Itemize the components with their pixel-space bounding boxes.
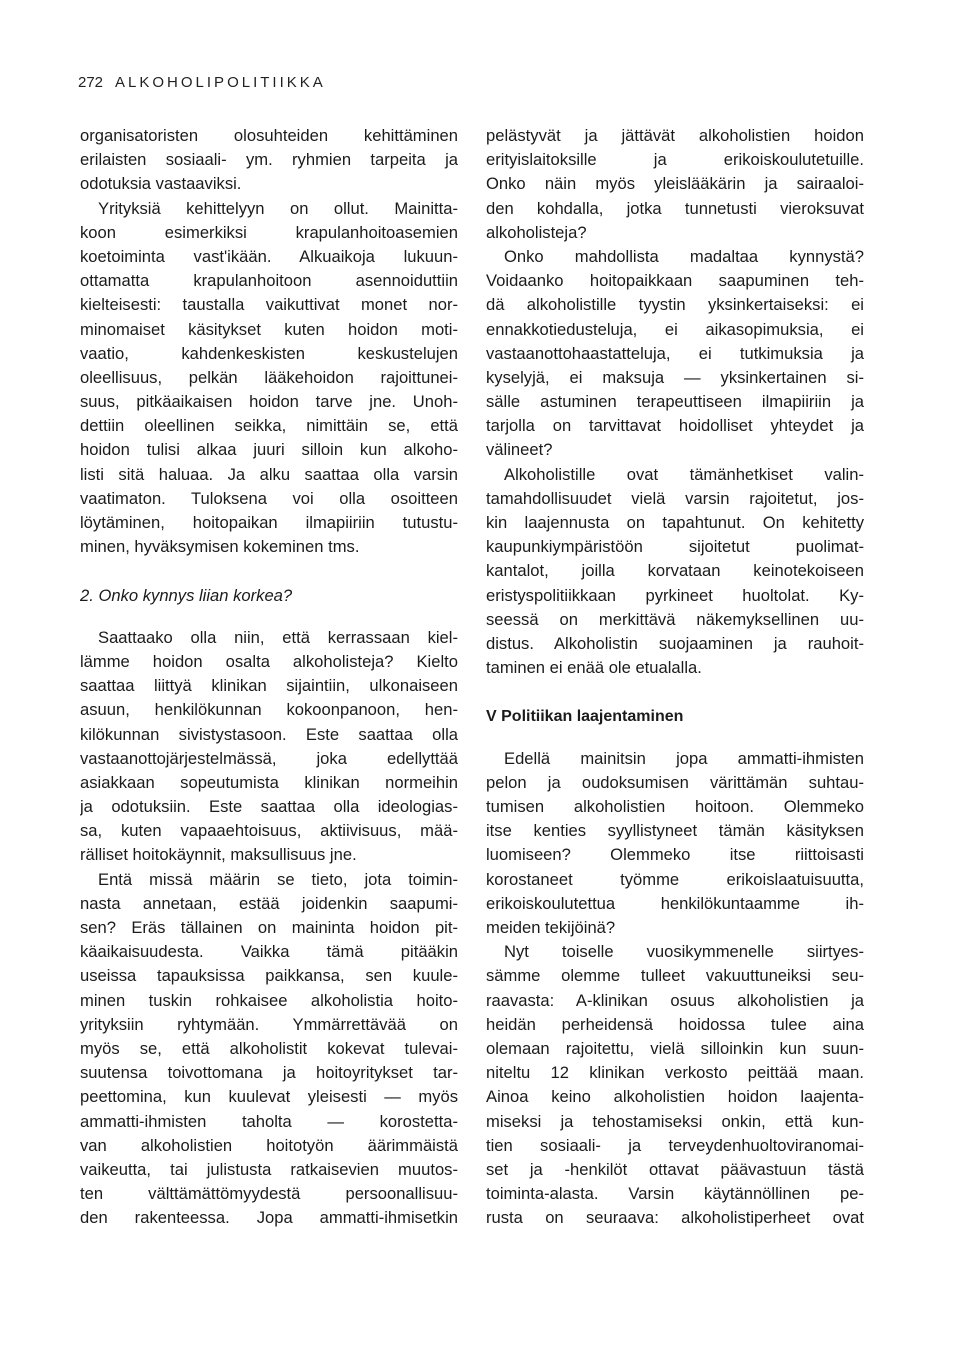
text-line: sa, kuten vapaaehtoisuus, aktiivisuus, mää- xyxy=(80,821,458,841)
text-line: vaikeutta, tai julistusta ratkaisevien muutos- xyxy=(80,1159,458,1179)
paragraph-gap xyxy=(80,608,458,626)
text-line: ennakkotiedusteluja, ei aikasopimuksia, ei xyxy=(486,319,864,339)
left-column xyxy=(80,124,458,1230)
text-line: kaupunkiympäristöön sijoitetut puolimat- xyxy=(486,537,864,557)
subsection-heading: 2. Onko kynnys liian korkea? xyxy=(80,585,293,605)
text-line: luomiseen? Olemmeko itse riittoisasti xyxy=(486,845,864,865)
text-line: Edellä mainitsin jopa ammatti-ihmisten xyxy=(504,748,864,768)
text-line: yrityksiin ryhtymään. Ymmärrettävää on xyxy=(80,1014,458,1034)
text-line: tien sosiaali- ja terveydenhuoltoviranomai- xyxy=(486,1135,864,1155)
text-line: vastaanottohaastatteluja, ei tutkimuksia ja xyxy=(486,343,864,363)
text-line: vastaanottojärjestelmässä, joka edellyttää xyxy=(80,748,458,768)
text-line: peettomina, kun kuulevat yleisesti — myös xyxy=(80,1087,458,1107)
text-line: kilökunnan sivistystasoon. Este saattaa olla xyxy=(80,724,458,744)
text-line: Onko näin myös yleislääkärin ja sairaaloi- xyxy=(486,174,864,194)
text-line: vaatio, kahdenkeskisten keskustelujen xyxy=(80,343,458,363)
text-line: myös se, että alkoholistit kokevat tulevai- xyxy=(80,1038,458,1058)
text-line: erilaisten sosiaali- ym. ryhmien tarpeita ja xyxy=(80,150,458,170)
text-line: erityislaitoksille ja erikoiskoulutetuille. xyxy=(486,150,864,170)
text-line: set ja -henkilöt ottavat päävastuun tästä xyxy=(486,1159,864,1179)
running-header xyxy=(78,74,326,91)
text-line: hoidon tulisi alkaa juuri silloin kun alkoho- xyxy=(80,440,458,460)
text-line: seessä on merkittävä näkemyksellinen uu- xyxy=(486,609,864,629)
text-line: kantalot, joilla korvataan keinotekoiseen xyxy=(486,561,864,581)
text-line: Nyt toiselle vuosikymmenelle siirtyes- xyxy=(504,942,864,962)
text-line: ammatti-ihmisten taholta — korostetta- xyxy=(80,1111,458,1131)
text-line: erikoiskoulutettua henkilökuntaamme ih- xyxy=(486,893,864,913)
text-line: sen? Eräs tällainen on maininta hoidon pit- xyxy=(80,918,458,937)
text-line: sälle astuminen terapeuttiseen ilmapiiriin ja xyxy=(486,392,864,412)
text-line: kyselyjä, ei maksuja — yksinkertainen si- xyxy=(486,367,864,387)
text-line: Entä missä määrin se tieto, jota toimin- xyxy=(98,869,458,889)
text-line: minomaiset käsitykset kuten hoidon moti- xyxy=(80,319,458,339)
text-line: listi sitä haluaa. Ja alku saattaa olla varsin xyxy=(80,464,458,484)
text-line: alkoholisteja? xyxy=(486,222,587,242)
text-line: suutensa toivottomana ja hoitoyritykset tar- xyxy=(80,1063,458,1083)
text-line: suus, pitkäaikaisen hoidon tarve jne. Unoh- xyxy=(80,392,458,412)
text-line: vaatimaton. Tuloksena voi olla osoitteen xyxy=(80,488,458,508)
text-line: Alkoholistille ovat tämänhetkiset valin- xyxy=(504,464,864,484)
text-line: välineet? xyxy=(486,440,553,460)
text-line: pelästyvät ja jättävät alkoholistien hoidon xyxy=(486,126,864,145)
text-line: lämme hoidon osalta alkoholisteja? Kielto xyxy=(80,651,458,671)
text-line: nasta annetaan, estää joidenkin saapumi- xyxy=(80,893,458,913)
text-line: koon esimerkiksi krapulanhoitoasemien xyxy=(80,222,458,242)
text-line: useissa tapauksissa paikkansa, sen kuule- xyxy=(80,966,458,986)
text-line: pelon ja oudoksumisen värittämän suhtau- xyxy=(486,772,864,792)
text-line: minen tuskin rohkaisee alkoholistia hoito- xyxy=(80,990,458,1010)
paragraph-gap xyxy=(486,680,864,704)
page-number: 272 xyxy=(78,74,104,91)
text-line: den rakenteessa. Jopa ammatti-ihmisetkin xyxy=(80,1208,458,1228)
text-line: Onko mahdollista madaltaa kynnystä? xyxy=(504,246,864,266)
text-line: rusta on seuraava: alkoholistiperheet ovat xyxy=(486,1208,864,1228)
text-line: taminen ei enää ole etualalla. xyxy=(486,658,702,678)
text-line: tamahdollisuudet vielä varsin rajoitetut, jos- xyxy=(486,488,864,508)
right-column xyxy=(486,124,864,1230)
text-line: korostaneet työmme erikoislaatuisuutta, xyxy=(486,869,864,889)
text-line: Voidaanko hoitopaikkaan saapuminen teh- xyxy=(486,271,864,291)
text-line: Yrityksiä kehittelyyn on ollut. Mainitta- xyxy=(98,198,458,218)
text-line: dettiin oleellinen seikka, nimittäin se, että xyxy=(80,416,458,436)
text-line: distus. Alkoholistin suojaaminen ja rauhoit- xyxy=(486,633,864,653)
text-line: löytäminen, hoitopaikan ilmapiiriin tutustu- xyxy=(80,513,458,532)
text-line: organisatoristen olosuhteiden kehittäminen xyxy=(80,126,458,145)
text-line: asiakkaan sopeutumista klinikan normeihin xyxy=(80,772,458,792)
text-line: eristyspolitiikkaan pyrkineet huoltolat. Ky- xyxy=(486,585,864,605)
text-line: odotuksia vastaaviksi. xyxy=(80,174,242,194)
text-line: rälliset hoitokäynnit, maksullisuus jne. xyxy=(80,845,357,865)
text-line: Ainoa keino alkoholistien hoidon laajenta- xyxy=(486,1087,864,1107)
text-line: van alkoholistien hoitotyön äärimmäistä xyxy=(80,1135,458,1155)
text-line: kielteisesti: taustalla vaikuttivat monet nor- xyxy=(80,295,458,315)
section-heading: V Politiikan laajentaminen xyxy=(486,707,684,725)
text-line: ja odotuksiin. Este saattaa olla ideologias- xyxy=(80,797,458,817)
text-line: miseksi ja tehostamiseksi onkin, että kun- xyxy=(486,1111,864,1131)
text-line: Saattaako olla niin, että kerrassaan kiel- xyxy=(98,627,458,647)
text-line: den kohdalla, jotka tunnetusti vieroksuvat xyxy=(486,198,864,218)
text-line: raavasta: A-klinikan osuus alkoholistien ja xyxy=(486,990,864,1010)
text-line: oleellisuus, pelkän lääkehoidon rajoittunei- xyxy=(80,367,458,387)
text-line: ottamatta krapulanhoitoon asennoiduttiin xyxy=(80,271,458,291)
text-line: sämme olemme tulleet vakuuttuneiksi seu- xyxy=(486,966,864,986)
text-line: asuun, henkilökunnan kokoonpanoon, hen- xyxy=(80,700,458,720)
text-line: dä alkoholistille tyystin yksinkertaiseksi: ei xyxy=(486,295,864,315)
text-line: meiden tekijöinä? xyxy=(486,918,616,937)
text-line: kin laajennusta on tapahtunut. On kehitetty xyxy=(486,513,864,532)
text-line: niteltu 12 klinikan verkosto peittää maan. xyxy=(486,1063,864,1083)
text-line: koetoiminta vast'ikään. Alkuaikoja lukuun- xyxy=(80,246,458,266)
paragraph-gap xyxy=(486,729,864,747)
text-line: toiminta-alasta. Varsin käytännöllinen pe- xyxy=(486,1184,864,1204)
text-line: käaikaisuudesta. Vaikka tämä pitääkin xyxy=(80,942,458,962)
text-line: itse kenties syyllistyneet tämän käsityksen xyxy=(486,821,864,841)
running-title: ALKOHOLIPOLITIIKKA xyxy=(115,74,326,91)
text-line: saattaa liittyä klinikan sijaintiin, ulkonaiseen xyxy=(80,676,458,696)
text-line: minen, hyväksymisen kokeminen tms. xyxy=(80,537,360,557)
text-line: tarjolla on tarvittavat hoidolliset yhteydet ja xyxy=(486,416,864,436)
text-line: heidän perheidensä hoidossa tulee aina xyxy=(486,1014,864,1034)
text-line: tumisen alkoholistien hoitoon. Olemmeko xyxy=(486,797,864,817)
text-line: olemaan rajoitettu, vielä silloinkin kun suun- xyxy=(486,1038,864,1058)
paragraph-gap xyxy=(80,559,458,583)
text-line: ten välttämättömyydestä persoonallisuu- xyxy=(80,1184,458,1204)
